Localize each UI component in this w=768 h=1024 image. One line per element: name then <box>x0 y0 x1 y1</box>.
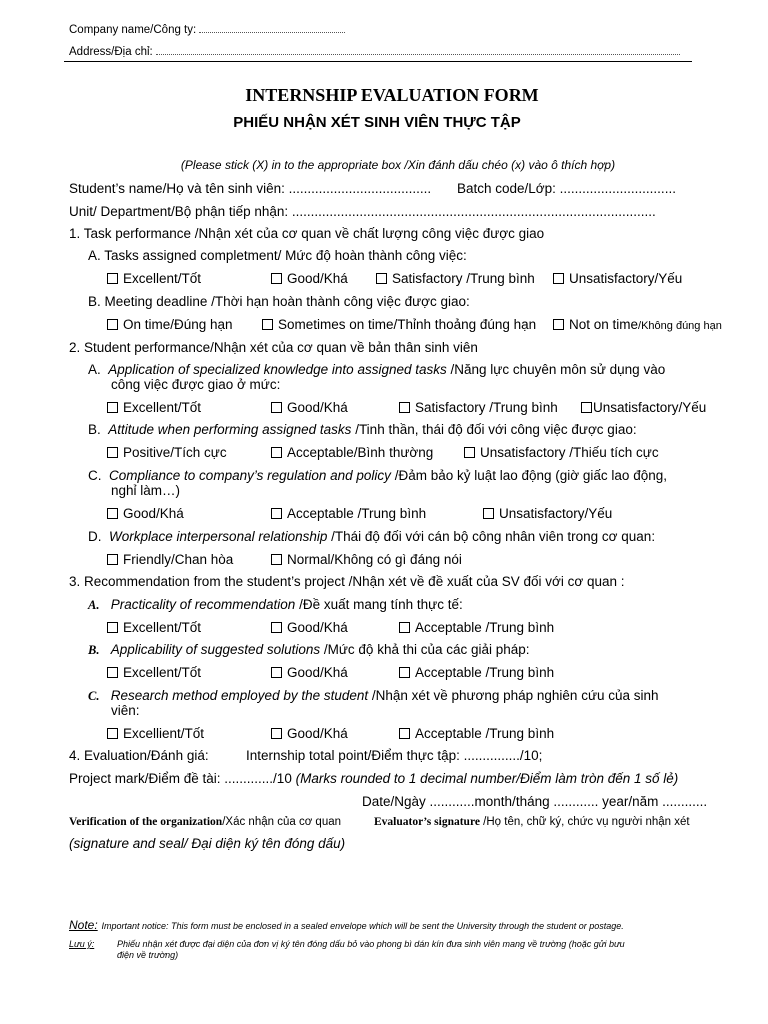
checkbox-2b-acceptable[interactable] <box>271 445 433 460</box>
item-text-en: Application of specialized knowledge into assigned tasks <box>108 362 447 377</box>
item-text-vi: /Mức độ khả thi của các giải pháp: <box>323 642 530 657</box>
form-subtitle: PHIẾU NHẬN XÉT SINH VIÊN THỰC TẬP <box>233 114 521 131</box>
checkbox-3a-acceptable[interactable] <box>399 620 554 635</box>
project-mark-row <box>69 771 678 786</box>
checkbox-icon <box>271 447 282 458</box>
checkbox-icon <box>271 402 282 413</box>
checkbox-1b-not-on-time[interactable] <box>553 317 722 332</box>
item-letter: D. <box>88 529 102 544</box>
item-text-vi: /Đảm bảo kỷ luật lao động (giờ giấc lao động, <box>394 468 667 483</box>
checkbox-icon <box>107 554 118 565</box>
option-label: Friendly/Chan hòa <box>123 552 234 567</box>
option-label: Good/Khá <box>287 726 348 741</box>
section-4-heading: 4. Evaluation/Đánh giá: <box>69 748 209 763</box>
option-label: Not on time <box>569 317 639 332</box>
checkbox-icon <box>399 402 410 413</box>
address-blank <box>156 46 680 55</box>
checkbox-icon <box>464 447 475 458</box>
checkbox-icon <box>553 273 564 284</box>
option-label: Unsatisfactory/Yếu <box>499 506 613 521</box>
option-label: Good/Khá <box>287 400 348 415</box>
checkbox-icon <box>107 622 118 633</box>
section-3b-text <box>88 642 530 658</box>
checkbox-icon <box>271 728 282 739</box>
section-2d-text <box>88 529 655 544</box>
item-text-vi: /Năng lực chuyên môn sử dụng vào <box>450 362 666 377</box>
section-1b-text: B. Meeting deadline /Thời hạn hoàn thành công việc được giao: <box>88 294 470 309</box>
checkbox-2a-satisfactory[interactable] <box>399 400 558 415</box>
item-letter: B. <box>88 422 101 437</box>
checkbox-3b-acceptable[interactable] <box>399 665 554 680</box>
checkbox-icon <box>107 667 118 678</box>
checkbox-3a-good[interactable] <box>271 620 348 635</box>
item-text-en: Attitude when performing assigned tasks <box>108 422 352 437</box>
section-3a-text <box>88 597 463 613</box>
checkbox-3c-good[interactable] <box>271 726 348 741</box>
checkbox-icon <box>262 319 273 330</box>
student-name-field[interactable]: Student’s name/Họ và tên sinh viên: ...................................... <box>69 181 432 196</box>
checkbox-3b-excellent[interactable] <box>107 665 201 680</box>
checkbox-icon <box>553 319 564 330</box>
item-text-en: Practicality of recommendation <box>110 597 296 612</box>
option-label: Good/Khá <box>287 620 348 635</box>
project-mark-field[interactable]: Project mark/Điểm đề tài: ............./10 <box>69 771 292 786</box>
option-label: Acceptable /Trung bình <box>415 665 555 680</box>
checkbox-1a-unsatisfactory[interactable] <box>553 271 682 286</box>
checkbox-1a-satisfactory[interactable] <box>376 271 535 286</box>
checkbox-icon <box>399 728 410 739</box>
section-2-heading: 2. Student performance/Nhận xét của cơ quan về bản thân sinh viên <box>69 340 478 355</box>
option-label: Excellient/Tốt <box>123 726 205 741</box>
checkbox-2d-friendly[interactable] <box>107 552 233 567</box>
evaluator-label-vi: /Họ tên, chữ ký, chức vụ người nhận xét <box>483 816 690 828</box>
signature-seal-text: (signature and seal/ Đại diện ký tên đóng dấu) <box>69 836 346 851</box>
checkbox-2c-good[interactable] <box>107 506 184 521</box>
item-text-vi: /Tinh thần, thái độ đối với công việc được giao: <box>355 422 637 437</box>
option-label: Satisfactory /Trung bình <box>392 271 535 286</box>
option-label: Good/Khá <box>123 506 184 521</box>
checkbox-icon <box>107 273 118 284</box>
option-label-suffix: /Không đúng hạn <box>638 320 722 332</box>
section-2b-text <box>88 422 637 437</box>
option-label: Unsatisfactory/Yếu <box>569 271 683 286</box>
checkbox-icon <box>271 508 282 519</box>
option-label: Positive/Tích cực <box>123 445 227 460</box>
checkbox-2d-normal[interactable] <box>271 552 462 567</box>
checkbox-3a-excellent[interactable] <box>107 620 201 635</box>
section-2a-text-line2: công việc được giao ở mức: <box>111 377 281 392</box>
address-field[interactable] <box>69 46 680 58</box>
checkbox-1b-sometimes[interactable] <box>262 317 536 332</box>
section-1a-text: A. Tasks assigned completment/ Mức độ hoàn thành công việc: <box>88 248 467 263</box>
checkbox-icon <box>271 622 282 633</box>
section-3c-text <box>88 688 659 704</box>
internship-total-point-field[interactable]: Internship total point/Điểm thực tập: .............../10; <box>246 748 543 763</box>
checkbox-icon <box>271 554 282 565</box>
checkbox-2b-positive[interactable] <box>107 445 227 460</box>
item-text-en: Compliance to company’s regulation and policy <box>109 468 391 483</box>
option-label: Unsatisfactory /Thiếu tích cực <box>480 445 659 460</box>
form-title: INTERNSHIP EVALUATION FORM <box>245 85 539 105</box>
section-3c-text-line2: viên: <box>111 703 140 718</box>
option-label: Excellent/Tốt <box>123 665 202 680</box>
section-2c-text <box>88 468 667 483</box>
checkbox-icon <box>107 402 118 413</box>
item-letter: B. <box>88 643 100 657</box>
date-field[interactable]: Date/Ngày ............month/tháng ............ year/năm ............ <box>362 794 708 809</box>
option-label: Unsatisfactory/Yếu <box>593 400 707 415</box>
checkbox-2a-excellent[interactable] <box>107 400 201 415</box>
item-letter: A. <box>88 362 101 377</box>
item-text-vi: /Thái độ đối với cán bộ công nhân viên trong cơ quan: <box>331 529 656 544</box>
checkbox-2c-acceptable[interactable] <box>271 506 426 521</box>
item-text-vi: /Nhận xét về phương pháp nghiên cứu của sinh <box>371 688 659 703</box>
checkbox-2a-good[interactable] <box>271 400 348 415</box>
checkbox-icon <box>107 319 118 330</box>
option-label: Excellent/Tốt <box>123 400 202 415</box>
checkbox-2c-unsatisfactory[interactable] <box>483 506 612 521</box>
unit-department-field[interactable]: Unit/ Department/Bộ phận tiếp nhận: ................................................................................................. <box>69 204 656 219</box>
option-label: Acceptable /Trung bình <box>287 506 427 521</box>
option-label: Sometimes on time/Thỉnh thoảng đúng hạn <box>278 317 537 332</box>
section-3-heading: 3. Recommendation from the student’s project /Nhận xét về đề xuất của SV đối với cơ quan : <box>69 574 625 589</box>
section-1-heading: 1. Task performance /Nhận xét của cơ quan về chất lượng công việc được giao <box>69 226 545 241</box>
checkbox-icon <box>483 508 494 519</box>
checkbox-icon <box>107 728 118 739</box>
option-label: Normal/Không có gì đáng nói <box>287 552 462 567</box>
item-letter: A. <box>88 598 100 612</box>
option-label: Acceptable /Trung bình <box>415 726 555 741</box>
batch-code-field[interactable]: Batch code/Lớp: ............................... <box>457 181 676 196</box>
luu-y-label: Lưu ý: <box>69 939 95 949</box>
note-text: Important notice: This form must be enclosed in a sealed envelope which will be sent the University through the student or postage. <box>101 921 624 931</box>
option-label: Excellent/Tốt <box>123 620 202 635</box>
checkbox-icon <box>107 447 118 458</box>
option-label: Excellent/Tốt <box>123 271 202 286</box>
option-label: Good/Khá <box>287 665 348 680</box>
checkbox-icon <box>399 667 410 678</box>
verification-label <box>69 816 341 828</box>
project-mark-note: (Marks rounded to 1 decimal number/Điểm làm tròn đến 1 số lẻ) <box>295 771 679 786</box>
checkbox-3c-acceptable[interactable] <box>399 726 554 741</box>
company-name-field[interactable] <box>69 24 345 36</box>
option-label: Satisfactory /Trung bình <box>415 400 558 415</box>
checkbox-3b-good[interactable] <box>271 665 348 680</box>
note-label: Note: <box>69 918 98 932</box>
luu-y-line-2: điện về trường) <box>117 950 179 960</box>
checkbox-icon <box>376 273 387 284</box>
evaluator-label-en: Evaluator’s signature <box>374 816 480 828</box>
instruction-text: (Please stick (X) in to the appropriate box /Xin đánh dấu chéo (x) vào ô thích hợp) <box>180 158 616 172</box>
evaluator-signature-label <box>374 816 690 828</box>
item-letter: C. <box>88 468 102 483</box>
option-label: On time/Đúng hạn <box>123 317 233 332</box>
checkbox-icon <box>107 508 118 519</box>
item-text-en: Research method employed by the student <box>110 688 369 703</box>
option-label: Acceptable /Trung bình <box>415 620 555 635</box>
checkbox-2a-unsatisfactory[interactable] <box>581 400 706 415</box>
checkbox-1a-excellent[interactable] <box>107 271 201 286</box>
note-row <box>69 917 624 932</box>
address-label: Address/Địa chỉ: <box>69 46 153 58</box>
checkbox-1a-good[interactable] <box>271 271 348 286</box>
item-text-vi: /Đề xuất mang tính thực tế: <box>299 597 463 612</box>
option-label: Good/Khá <box>287 271 348 286</box>
item-text-en: Applicability of suggested solutions <box>110 642 321 657</box>
section-2c-text-line2: nghỉ làm…) <box>111 483 181 498</box>
checkbox-icon <box>271 273 282 284</box>
checkbox-icon <box>271 667 282 678</box>
option-label: Acceptable/Bình thường <box>287 445 434 460</box>
checkbox-2b-unsatisfactory[interactable] <box>464 445 659 460</box>
checkbox-icon <box>399 622 410 633</box>
checkbox-icon <box>581 402 592 413</box>
checkbox-1b-on-time[interactable] <box>107 317 233 332</box>
luu-y-line-1: Phiếu nhận xét được đại diện của đơn vị ký tên đóng dấu bỏ vào phong bì dán kín đưa sinh viên mang về trường (hoặc gửi bưu <box>117 939 625 949</box>
section-2a-text <box>88 362 665 377</box>
header-divider <box>64 61 692 62</box>
company-name-label: Company name/Công ty: <box>69 24 197 36</box>
item-text-en: Workplace interpersonal relationship <box>109 529 328 544</box>
verification-label-vi: /Xác nhận của cơ quan <box>222 816 342 828</box>
checkbox-3c-excellent[interactable] <box>107 726 204 741</box>
company-name-blank <box>199 24 345 33</box>
item-letter: C. <box>88 689 100 703</box>
verification-label-en: Verification of the organization <box>69 816 223 828</box>
